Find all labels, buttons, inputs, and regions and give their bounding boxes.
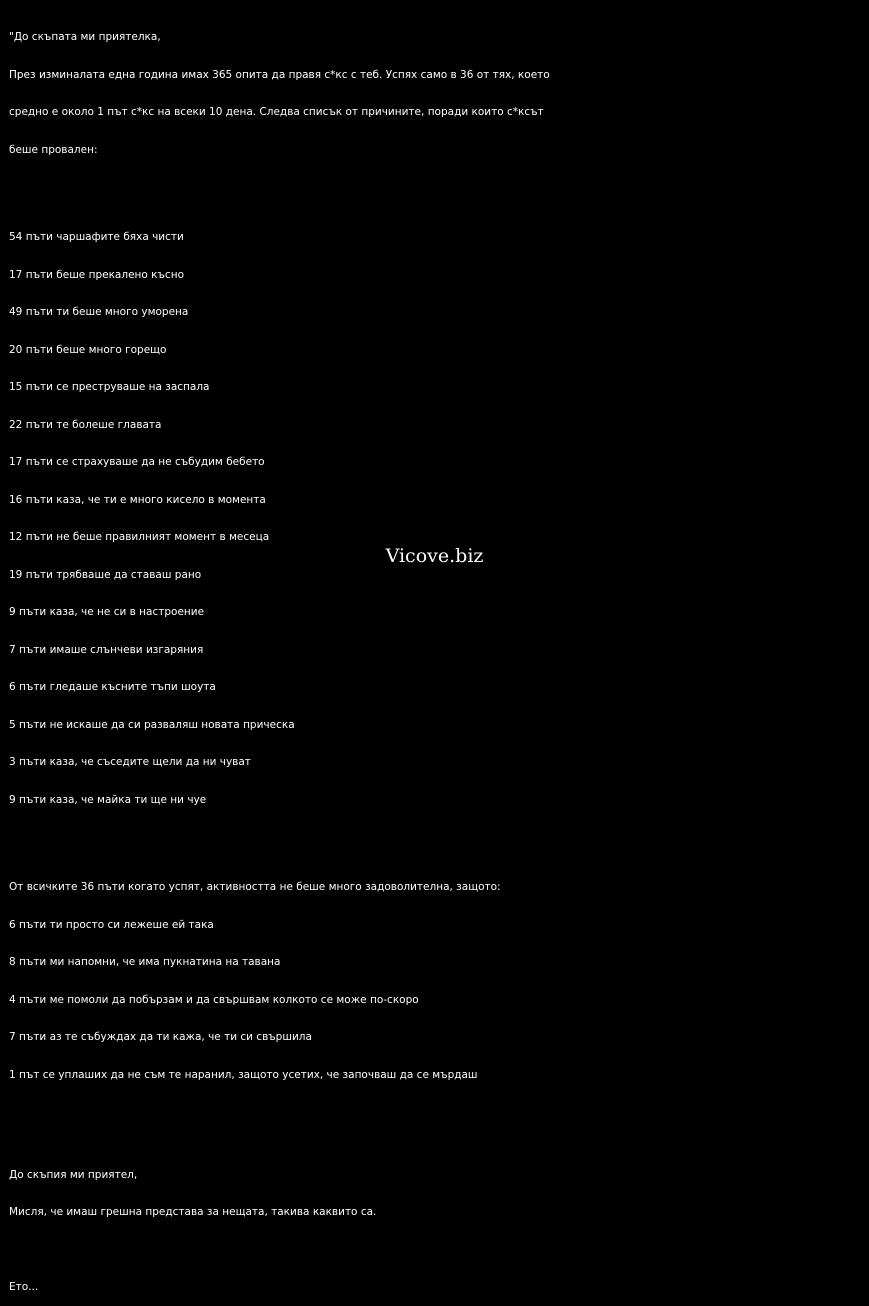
success-reason-line: 1 път се уплаших да не съм те наранил, защото усетих, че започваш да се мърдаш bbox=[9, 1068, 478, 1081]
reason-line: 54 пъти чаршафите бяха чисти bbox=[9, 231, 184, 243]
reply-line: Мисля, че имаш грешна представа за нещата, такива каквито са. bbox=[9, 1206, 377, 1218]
success-reason-line: 4 пъти ме помоли да побързам и да свършвам колкото се може по-скоро bbox=[9, 993, 419, 1006]
reason-line: 6 пъти гледаше късните тъпи шоута bbox=[9, 681, 216, 693]
reason-line: 19 пъти трябваше да ставаш рано bbox=[9, 568, 202, 581]
reason-line: 20 пъти беше много горещо bbox=[9, 343, 167, 356]
reply-line: До скъпия ми приятел, bbox=[9, 1168, 138, 1181]
reason-line: 5 пъти не искаше да си разваляш новата прическа bbox=[9, 718, 295, 731]
reason-line: 9 пъти каза, че майка ти ще ни чуе bbox=[9, 793, 207, 806]
reason-line: 9 пъти каза, че не си в настроение bbox=[9, 606, 205, 618]
reason-line: 49 пъти ти беше много уморена bbox=[9, 306, 189, 318]
intro-line: беше провален: bbox=[9, 143, 98, 156]
reason-line: 3 пъти каза, че съседите щели да ни чуват bbox=[9, 756, 251, 768]
watermark: Vicove.biz bbox=[385, 545, 484, 567]
success-reason-line: 7 пъти аз те събуждах да ти кажа, че ти си свършила bbox=[9, 1031, 312, 1043]
reason-line: 7 пъти имаше слънчеви изгаряния bbox=[9, 643, 204, 656]
success-reason-line: 8 пъти ми напомни, че има пукнатина на тавана bbox=[9, 956, 281, 968]
reason-line: 15 пъти се преструваше на заспала bbox=[9, 381, 210, 393]
spacer bbox=[9, 1106, 859, 1131]
ending-line: Ето... bbox=[9, 1281, 39, 1293]
reason-line: 16 пъти каза, че ти е много кисело в момента bbox=[9, 493, 266, 506]
reason-line: 22 пъти те болеше главата bbox=[9, 418, 162, 431]
spacer bbox=[9, 831, 859, 844]
letter-text bbox=[9, 6, 859, 1306]
intro-line: През изминалата една година имах 365 опита да правя с*кс с теб. Успях само в 36 от тях, което bbox=[9, 68, 550, 81]
intro-line: средно е около 1 път с*кс на всеки 10 дена. Следва списък от причините, поради които с*ксът bbox=[9, 106, 544, 118]
reason-line: 12 пъти не беше правилният момент в месеца bbox=[9, 531, 270, 543]
spacer bbox=[9, 1244, 859, 1257]
success-intro: От всичките 36 пъти когато успят, активността не беше много задоволителна, защото: bbox=[9, 881, 501, 893]
intro-line: "До скъпата ми приятелка, bbox=[9, 31, 161, 43]
reason-line: 17 пъти беше прекалено късно bbox=[9, 268, 184, 281]
spacer bbox=[9, 181, 859, 194]
success-reason-line: 6 пъти ти просто си лежеше ей така bbox=[9, 918, 214, 931]
reason-line: 17 пъти се страхуваше да не събудим бебето bbox=[9, 456, 265, 468]
